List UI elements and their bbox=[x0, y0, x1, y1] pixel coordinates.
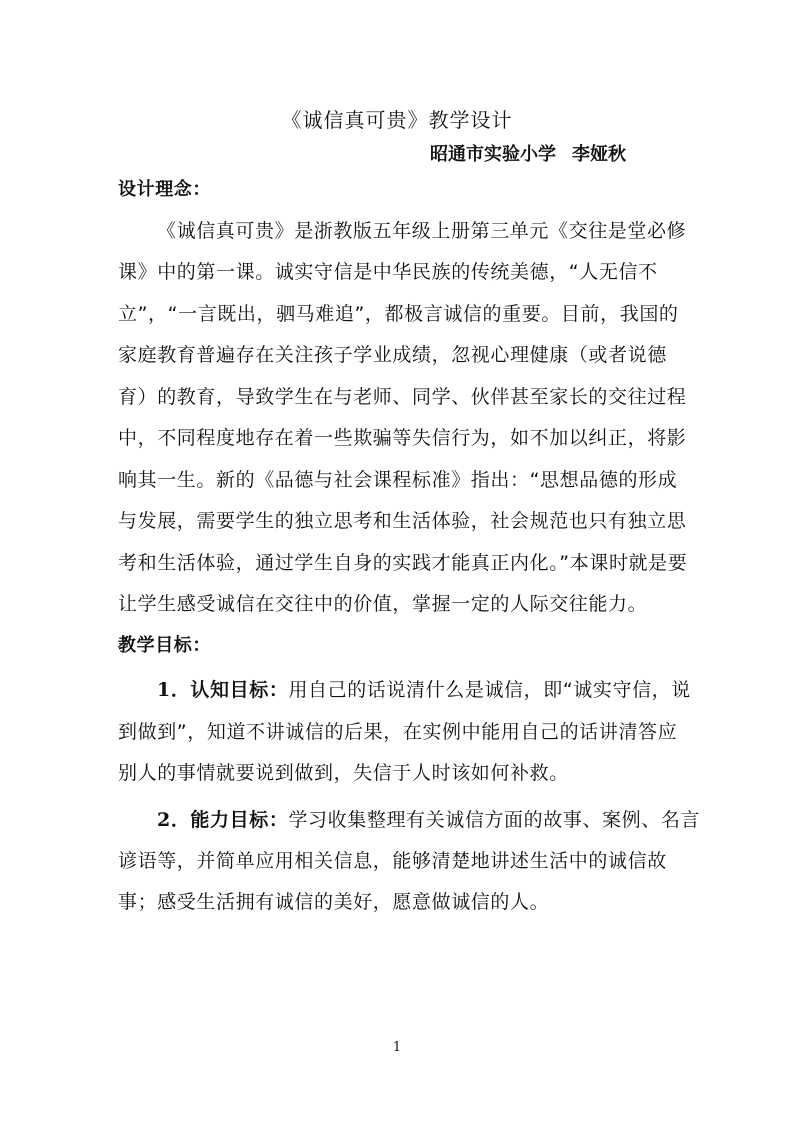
goal-text: 学习收集整理有关诚信方面的故事、案例、名言 bbox=[288, 809, 701, 831]
author-line bbox=[430, 140, 626, 166]
author-school: 昭通市实验小学 bbox=[430, 144, 556, 165]
goal-label: 认知目标： bbox=[190, 679, 289, 701]
paragraph-line: 响其一生。新的《品德与社会课程标准》指出：“思想品德的形成 bbox=[118, 469, 678, 491]
paragraph-line: 《诚信真可贵》是浙教版五年级上册第三单元《交往是堂必修 bbox=[157, 220, 687, 242]
paragraph-line: 考和生活体验，通过学生自身的实践才能真正内化。”本课时就是要 bbox=[118, 552, 688, 574]
goal-number: 1． bbox=[157, 679, 191, 701]
paragraph-line: 与发展，需要学生的独立思考和生活体验，社会规范也只有独立思 bbox=[118, 510, 687, 532]
paragraph-line: 课》中的第一课。诚实守信是中华民族的传统美德，“人无信不 bbox=[118, 261, 658, 283]
paragraph-line: 事；感受生活拥有诚信的美好，愿意做诚信的人。 bbox=[118, 891, 550, 913]
document-title: 《诚信真可贵》教学设计 bbox=[281, 108, 513, 132]
paragraph-line: 到做到”，知道不讲诚信的后果，在实例中能用自己的话讲清答应 bbox=[118, 721, 678, 743]
paragraph-line: 别人的事情就要说到做到，失信于人时该如何补救。 bbox=[118, 762, 569, 784]
paragraph-line: 家庭教育普遍存在关注孩子学业成绩，忽视心理健康（或者说德 bbox=[118, 344, 667, 366]
paragraph-line: 中，不同程度地存在着一些欺骗等失信行为，如不加以纠正，将影 bbox=[118, 427, 687, 449]
page-number: 1 bbox=[392, 1040, 402, 1055]
paragraph-line: 让学生感受诚信在交往中的价值，掌握一定的人际交往能力。 bbox=[118, 593, 648, 615]
goal-item-2-first-line bbox=[157, 808, 700, 832]
goal-number: 2． bbox=[157, 809, 191, 831]
paragraph-line: 育）的教育，导致学生在与老师、同学、伙伴甚至家长的交往过程 bbox=[118, 386, 687, 408]
goal-text: 用自己的话说清什么是诚信，即“诚实守信，说 bbox=[288, 679, 691, 701]
goal-label: 能力目标： bbox=[190, 809, 289, 831]
paragraph-line: 谚语等，并简单应用相关信息，能够清楚地讲述生活中的诚信故 bbox=[118, 850, 667, 872]
section-heading-teaching-goals: 教学目标： bbox=[118, 635, 211, 656]
author-name: 李娅秋 bbox=[572, 144, 626, 165]
goal-item-1-first-line bbox=[157, 678, 691, 702]
section-heading-design-concept: 设计理念： bbox=[118, 179, 211, 200]
paragraph-line: 立”，“一言既出，驷马难追”，都极言诚信的重要。目前，我国的 bbox=[118, 303, 679, 325]
